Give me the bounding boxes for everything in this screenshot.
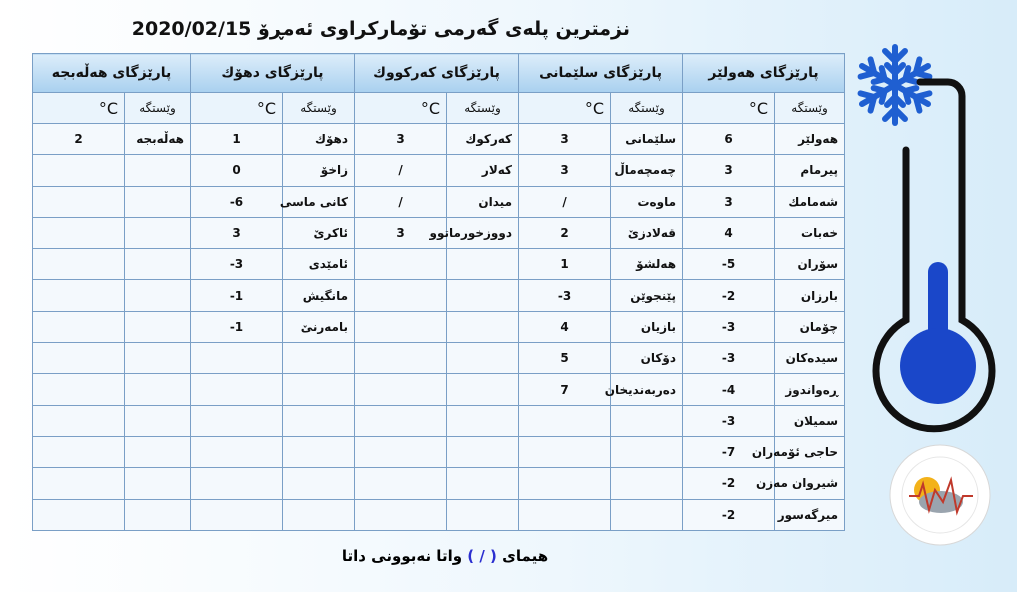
station-name-cell: خەبات: [775, 217, 845, 248]
note-symbol: ( / ): [467, 547, 497, 565]
station-name-cell: شیروان مەزن: [775, 468, 845, 499]
temperature-cell: -3: [683, 343, 775, 374]
temperature-cell: [519, 468, 611, 499]
table-row: [33, 374, 845, 405]
celsius-column-header: °C: [683, 93, 775, 124]
station-name-cell: چەمچەماڵ: [611, 155, 683, 186]
temperature-cell: -2: [683, 499, 775, 530]
note-suffix: واتا نەبوونی داتا: [341, 547, 463, 565]
station-name-cell: پێنجوێن: [611, 280, 683, 311]
temperature-cell: 0: [191, 155, 283, 186]
temperature-cell: 3: [519, 124, 611, 155]
temperature-cell: [355, 280, 447, 311]
temperature-cell: /: [355, 155, 447, 186]
station-name-cell: سۆران: [775, 249, 845, 280]
temperature-cell: [519, 436, 611, 467]
station-name-cell: ڕەواندوز: [775, 374, 845, 405]
temperature-cell: 3: [519, 155, 611, 186]
station-name-cell: شەمامك: [775, 186, 845, 217]
table-row: [33, 499, 845, 530]
table-row: [33, 155, 845, 186]
temperature-cell: -3: [683, 405, 775, 436]
temperature-cell: -1: [191, 280, 283, 311]
region-header: پارێزگای هەڵەبجە: [33, 54, 191, 93]
station-name-cell: ئاکرێ: [283, 217, 355, 248]
temperature-cell: 1: [519, 249, 611, 280]
station-name-cell: [283, 499, 355, 530]
temperature-cell: [519, 499, 611, 530]
temperature-cell: [355, 311, 447, 342]
temperature-cell: -2: [683, 280, 775, 311]
temperature-cell: [33, 186, 125, 217]
celsius-column-header: °C: [519, 93, 611, 124]
temperature-cell: [355, 249, 447, 280]
celsius-column-header: °C: [355, 93, 447, 124]
station-name-cell: زاخۆ: [283, 155, 355, 186]
station-name-cell: [447, 405, 519, 436]
station-name-cell: چۆمان: [775, 311, 845, 342]
note-prefix: هیمای: [502, 547, 549, 565]
station-name-cell: [283, 405, 355, 436]
temperature-cell: -3: [191, 249, 283, 280]
region-header: پارێزگای هەولێر: [683, 54, 845, 93]
station-name-cell: سمیلان: [775, 405, 845, 436]
station-name-cell: [447, 311, 519, 342]
temperature-cell: [33, 374, 125, 405]
table-body: [33, 124, 845, 531]
table-row: [33, 343, 845, 374]
temperature-table: [32, 53, 845, 531]
station-name-cell: [447, 249, 519, 280]
station-name-cell: [125, 499, 191, 530]
temperature-cell: -3: [683, 311, 775, 342]
station-name-cell: بارزان: [775, 280, 845, 311]
table-row: [33, 124, 845, 155]
temperature-cell: -4: [683, 374, 775, 405]
region-header-row: [33, 54, 845, 93]
temperature-cell: 6: [683, 124, 775, 155]
table-row: [33, 280, 845, 311]
station-name-cell: [611, 436, 683, 467]
temperature-cell: [33, 311, 125, 342]
station-name-cell: کەرکوك: [447, 124, 519, 155]
temperature-cell: 2: [519, 217, 611, 248]
table-row: [33, 405, 845, 436]
column-header-row: [33, 93, 845, 124]
temperature-cell: [355, 468, 447, 499]
temperature-cell: 5: [519, 343, 611, 374]
temperature-cell: [33, 217, 125, 248]
station-name-cell: قەلادزێ: [611, 217, 683, 248]
station-name-cell: [447, 374, 519, 405]
temperature-cell: [355, 405, 447, 436]
table-row: [33, 436, 845, 467]
station-name-cell: دەربەندیخان: [611, 374, 683, 405]
station-name-cell: بازیان: [611, 311, 683, 342]
meteorology-logo: [885, 440, 995, 550]
title-date: 2020/02/15: [131, 18, 252, 40]
thermometer-bulb: [900, 328, 976, 404]
station-column-header: وێستگە: [447, 93, 519, 124]
station-name-cell: [447, 436, 519, 467]
table-row: [33, 249, 845, 280]
station-name-cell: کەلار: [447, 155, 519, 186]
station-name-cell: ماوەت: [611, 186, 683, 217]
table-row: [33, 311, 845, 342]
station-name-cell: [125, 405, 191, 436]
region-header: پارێزگای سلێمانی: [519, 54, 683, 93]
temperature-cell: -6: [191, 186, 283, 217]
station-name-cell: هەڵەبجە: [125, 124, 191, 155]
temperature-cell: [33, 343, 125, 374]
temperature-cell: [355, 343, 447, 374]
title-text: نزمترین پلەی گەرمی تۆمارکراوی ئەمڕۆ: [258, 18, 630, 40]
temperature-cell: /: [355, 186, 447, 217]
temperature-cell: [33, 468, 125, 499]
temperature-cell: 1: [191, 124, 283, 155]
temperature-cell: [191, 374, 283, 405]
station-name-cell: هەلشۆ: [611, 249, 683, 280]
region-header: پارێزگای دهۆك: [191, 54, 355, 93]
station-name-cell: سلێمانی: [611, 124, 683, 155]
temperature-cell: -3: [519, 280, 611, 311]
station-name-cell: بامەرنێ: [283, 311, 355, 342]
station-name-cell: کانی ماسی: [283, 186, 355, 217]
temperature-cell: [355, 436, 447, 467]
temperature-cell: [33, 405, 125, 436]
station-name-cell: سیدەکان: [775, 343, 845, 374]
temperature-cell: 3: [683, 186, 775, 217]
station-name-cell: [283, 468, 355, 499]
temperature-cell: [191, 436, 283, 467]
region-header: پارێزگای کەرکووك: [355, 54, 519, 93]
station-name-cell: [125, 436, 191, 467]
station-name-cell: [611, 405, 683, 436]
temperature-cell: [355, 499, 447, 530]
station-name-cell: [125, 155, 191, 186]
station-name-cell: [125, 217, 191, 248]
temperature-cell: [33, 499, 125, 530]
temperature-cell: 3: [191, 217, 283, 248]
station-name-cell: [611, 499, 683, 530]
station-name-cell: [283, 436, 355, 467]
temperature-cell: /: [519, 186, 611, 217]
station-name-cell: ئامێدی: [283, 249, 355, 280]
station-name-cell: [447, 499, 519, 530]
temperature-cell: -1: [191, 311, 283, 342]
temperature-cell: [191, 343, 283, 374]
temperature-cell: [191, 499, 283, 530]
station-name-cell: میرگەسور: [775, 499, 845, 530]
temperature-cell: [33, 280, 125, 311]
temperature-cell: [355, 374, 447, 405]
temperature-cell: 2: [33, 124, 125, 155]
station-name-cell: [125, 311, 191, 342]
station-name-cell: دووزخورماتوو: [447, 217, 519, 248]
celsius-column-header: °C: [191, 93, 283, 124]
station-name-cell: دۆکان: [611, 343, 683, 374]
station-name-cell: حاجی ئۆمەران: [775, 436, 845, 467]
table-row: [33, 217, 845, 248]
station-name-cell: [125, 468, 191, 499]
station-name-cell: [283, 343, 355, 374]
station-name-cell: پیرمام: [775, 155, 845, 186]
station-name-cell: [125, 280, 191, 311]
station-name-cell: هەولێر: [775, 124, 845, 155]
station-name-cell: میدان: [447, 186, 519, 217]
temperature-cell: 7: [519, 374, 611, 405]
temperature-cell: [33, 436, 125, 467]
temperature-cell: [191, 405, 283, 436]
station-name-cell: [125, 343, 191, 374]
table-row: [33, 186, 845, 217]
table-row: [33, 468, 845, 499]
station-name-cell: [125, 249, 191, 280]
station-name-cell: [447, 343, 519, 374]
station-name-cell: [125, 186, 191, 217]
temperature-cell: 4: [683, 217, 775, 248]
temperature-cell: -2: [683, 468, 775, 499]
page-title: [131, 18, 630, 40]
temperature-cell: 3: [355, 217, 447, 248]
celsius-column-header: °C: [33, 93, 125, 124]
temperature-cell: [33, 249, 125, 280]
temperature-cell: -5: [683, 249, 775, 280]
station-name-cell: [447, 280, 519, 311]
station-name-cell: [283, 374, 355, 405]
temperature-cell: [191, 468, 283, 499]
station-name-cell: [611, 468, 683, 499]
temperature-cell: [519, 405, 611, 436]
station-name-cell: [125, 374, 191, 405]
legend-note: [330, 547, 560, 565]
temperature-cell: 3: [683, 155, 775, 186]
station-name-cell: [447, 468, 519, 499]
station-column-header: وێستگە: [611, 93, 683, 124]
station-column-header: وێستگە: [283, 93, 355, 124]
station-name-cell: دهۆك: [283, 124, 355, 155]
thermometer-illustration: [850, 40, 990, 440]
station-column-header: وێستگە: [775, 93, 845, 124]
temperature-cell: 3: [355, 124, 447, 155]
station-column-header: وێستگە: [125, 93, 191, 124]
station-name-cell: مانگیش: [283, 280, 355, 311]
temperature-cell: -7: [683, 436, 775, 467]
temperature-cell: 4: [519, 311, 611, 342]
temperature-cell: [33, 155, 125, 186]
